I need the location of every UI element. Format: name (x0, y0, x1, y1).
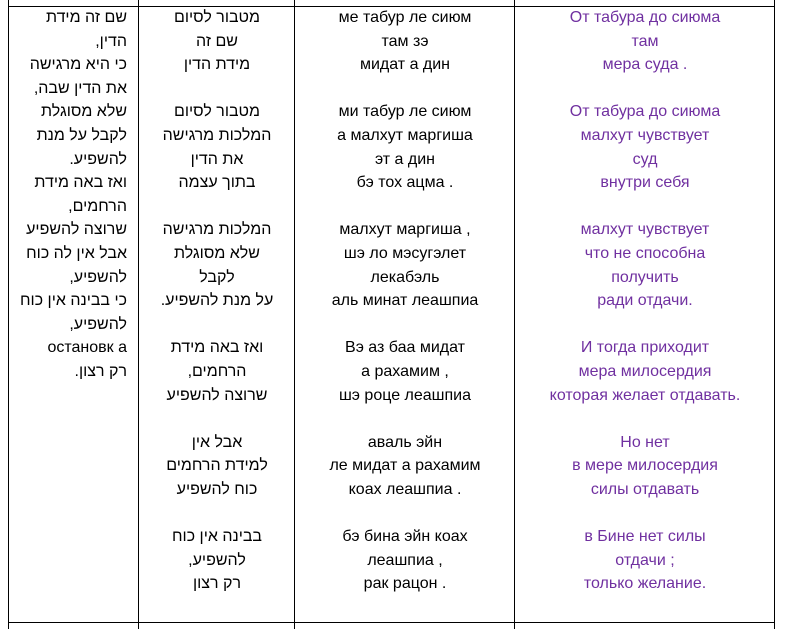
text-line: От табура до сиюма (569, 9, 721, 26)
text-line: шэ ло мэсугэлет (343, 244, 467, 262)
block-spacer (140, 407, 294, 431)
text-line: שלא מסוגלת (41, 103, 127, 121)
text-line: что не способна (584, 244, 706, 262)
text-line: И тогда приходит (580, 339, 710, 357)
text-line: את הדין (190, 150, 244, 168)
text-line: ме табур ле сиюм (338, 9, 472, 26)
text-line: Но нет (620, 433, 670, 451)
table-border-right (774, 0, 775, 629)
text-line: להשפיע, (188, 551, 246, 569)
text-line: הרחמים, (68, 197, 127, 215)
block-spacer (140, 195, 294, 219)
text-line: малхут чувствует (580, 126, 710, 144)
text-line: המלכות מרגישה (162, 221, 272, 239)
text-line: על מנת להשפיע. (160, 292, 274, 310)
text-line: шэ роце леашпиа (338, 386, 472, 404)
text-line: леашпиа , (367, 551, 443, 569)
column-divider-1 (138, 0, 139, 629)
text-line: אבל אין לה כוח (26, 244, 127, 262)
text-line: которая желает отдавать. (549, 386, 741, 404)
text-line: мера милосердия (578, 362, 712, 380)
text-line: לקבל (199, 268, 235, 286)
text-line: את הדין שבה, (33, 79, 127, 97)
russian-translation-column (516, 0, 774, 635)
text-line: להשפיע, (69, 315, 127, 333)
text-line: להשפיע. (69, 150, 127, 168)
text-line: בתוך עצמה (178, 174, 256, 192)
block-spacer (140, 313, 294, 337)
block-spacer (516, 195, 774, 219)
text-line: מטבור לסיום (174, 103, 260, 121)
text-line: От табура до сиюма (569, 103, 721, 121)
text-line: малхут маргиша , (339, 221, 471, 239)
block-spacer (516, 501, 774, 525)
text-line: להשפיע, (69, 268, 127, 286)
text-line: בבינה אין כוח (172, 528, 262, 546)
text-line: שם זה (196, 32, 238, 50)
block-spacer (516, 313, 774, 337)
block-spacer (296, 407, 514, 431)
block-spacer (296, 501, 514, 525)
text-line: отдачи ; (615, 551, 675, 569)
text-line: остановк а (47, 339, 127, 357)
text-line: а рахамим , (361, 362, 449, 380)
block-spacer (296, 195, 514, 219)
text-line: כי בבינה אין כוח (20, 292, 127, 310)
text-line: המלכות מרגישה (162, 126, 272, 144)
block-spacer (140, 77, 294, 101)
text-line: ואז באה מידת (170, 339, 264, 357)
block-spacer (140, 501, 294, 525)
text-line: ואז באה מידת (34, 174, 127, 192)
text-line: Вэ аз баа мидат (345, 339, 465, 357)
text-line: там (631, 32, 659, 50)
text-line: לקבל על מנת (36, 126, 127, 144)
text-line: бэ бина эйн коах (342, 528, 468, 546)
text-line: аль минат леашпиа (331, 292, 479, 310)
text-line: הדין, (95, 32, 127, 50)
hebrew-source-column (140, 0, 294, 635)
text-line: суд (632, 150, 658, 168)
text-line: שם זה מידת (45, 9, 127, 26)
text-line: мидат а дин (359, 56, 451, 74)
text-line: в Бине нет силы (584, 528, 706, 546)
text-line: כי היא מרגישה (29, 56, 127, 74)
text-line: только желание. (583, 575, 707, 593)
text-line: бэ тох ацма . (356, 174, 454, 192)
text-line: рак рацон . (363, 575, 447, 593)
text-line: а малхут маргиша (337, 126, 473, 144)
text-line: למידת הרחמים (166, 457, 268, 475)
text-line: מטבור לסיום (174, 9, 260, 26)
text-line: כוח להשפיע (176, 480, 258, 498)
block-spacer (296, 313, 514, 337)
column-divider-3 (514, 0, 515, 629)
text-line: внутри себя (600, 174, 690, 192)
text-line: лекабэль (370, 268, 440, 286)
text-line: ми табур ле сиюм (338, 103, 472, 121)
text-line: רק רצון (192, 575, 241, 593)
text-line: רק רצון. (74, 362, 127, 380)
transliteration-column (296, 0, 514, 635)
text-line: коах леашпиа . (348, 480, 462, 498)
block-spacer (296, 77, 514, 101)
text-line: שרוצה להשפיע (166, 386, 268, 404)
text-line: אבל אין (191, 433, 243, 451)
text-line: הרחמים, (187, 362, 247, 380)
text-line: мера суда . (602, 56, 688, 74)
text-line: מידת הדין (183, 56, 251, 74)
text-line: שלא מסוגלת (174, 244, 260, 262)
text-line: получить (611, 268, 679, 286)
text-line: שרוצה להשפיע (26, 221, 127, 239)
text-line: аваль эйн (367, 433, 443, 451)
text-line: ле мидат а рахамим (329, 457, 481, 475)
text-line: силы отдавать (590, 480, 700, 498)
text-line: там зэ (381, 32, 429, 50)
block-spacer (516, 77, 774, 101)
column-divider-2 (294, 0, 295, 629)
text-line: в мере милосердия (572, 457, 718, 475)
hebrew-summary-column (9, 0, 137, 635)
text-line: малхут чувствует (580, 221, 710, 239)
block-spacer (516, 407, 774, 431)
text-line: эт а дин (374, 150, 436, 168)
text-line: ради отдачи. (597, 292, 693, 310)
